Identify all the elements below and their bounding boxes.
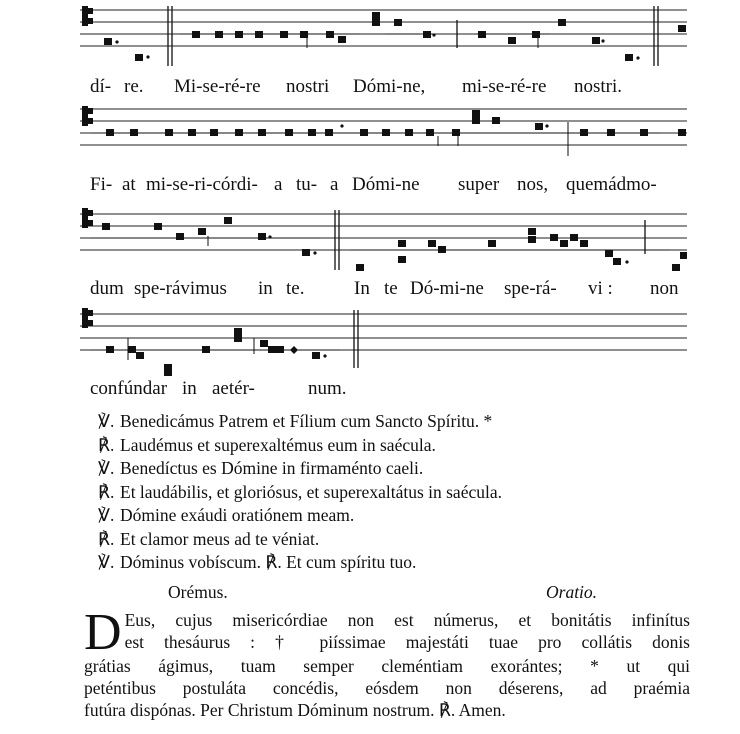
syllable: in [258, 278, 273, 299]
syllable: Dómi-ne, [353, 76, 426, 97]
response-symbol: ℟. [98, 434, 115, 455]
syllable: mi-se-ré-re [462, 76, 547, 97]
response-line [98, 434, 502, 458]
drop-cap: D [84, 604, 122, 661]
versicle-line [98, 457, 502, 481]
response-text: Et laudábilis, et gloriósus, et superexaltátus in saécula. [120, 481, 502, 502]
syllable: num. [308, 378, 347, 399]
syllable: quemádmo- [566, 174, 657, 195]
versicle-text: Dómine exáudi oratiónem meam. [120, 505, 355, 525]
syllable: Dó-mi-ne [410, 278, 484, 299]
syllable: Mi-se-ré-re [174, 76, 261, 97]
syllable: nostri [286, 76, 330, 97]
versicle-text: Benedicámus Patrem et Fílium cum Sancto Spíritu. * [120, 411, 493, 431]
chant-staff-3 [80, 200, 687, 276]
response-line [98, 528, 502, 552]
syllable: a [274, 174, 283, 195]
versicle-symbol: ℣. [98, 411, 115, 431]
c-clef-icon [82, 208, 93, 228]
prayer-line: grátias ágimus, tuam semper cleméntiam exorántes; * ut qui [84, 656, 690, 676]
response-line [98, 481, 502, 505]
versicle-symbol: ℣. [98, 505, 115, 525]
prayer-line: Eus, cujus misericórdiae non est númerus, et bonitátis infinítus [124, 610, 690, 630]
syllable: in [182, 378, 197, 399]
c-clef-icon [82, 308, 93, 328]
syllable: te [384, 278, 398, 299]
c-clef-icon [82, 6, 93, 26]
syllable: dum [90, 278, 124, 299]
syllable: te. [286, 278, 305, 299]
chant-staff-1 [80, 0, 687, 70]
syllable: at [122, 174, 136, 195]
syllable: mi-se-ri-córdi- [146, 174, 258, 195]
syllable: non [650, 278, 679, 299]
syllable: a [330, 174, 339, 195]
response-text: Et cum spíritu tuo. [286, 552, 417, 572]
versicle-text: Dóminus vobíscum. [120, 552, 261, 572]
syllable: spe-rá- [504, 278, 557, 299]
syllable: dí- [90, 76, 112, 97]
syllable: confúndar [90, 378, 168, 399]
chant-staff-2 [80, 104, 687, 166]
syllable: In [354, 278, 370, 299]
response-symbol: ℟. [98, 481, 115, 502]
response-text: Laudémus et superexaltémus eum in saécula. [120, 434, 436, 455]
syllable: tu- [296, 174, 318, 195]
response-symbol: ℟. [265, 552, 282, 572]
c-clef-icon [82, 106, 93, 126]
versicle-line [98, 410, 502, 434]
syllable: Dómi-ne [352, 174, 420, 195]
syllable: super [458, 174, 500, 195]
response-symbol: ℟. [98, 528, 115, 549]
prayer-line: futúra dispónas. Per Christum Dóminum nostrum. ℟. Amen. [84, 700, 506, 720]
syllable: aetér- [212, 378, 255, 399]
prayer-line: est thesáurus : † piíssimae majestáti tuae pro collátis donis [124, 632, 690, 652]
syllable: re. [124, 76, 144, 97]
versicle-line [98, 504, 502, 528]
versicle-symbol: ℣. [98, 458, 115, 478]
syllable: Fi- [90, 174, 113, 195]
versicle-symbol: ℣. [98, 552, 115, 572]
oratio-label: Oratio. [546, 582, 598, 602]
prayer-line: peténtibus postuláta concédis, eósdem non déserens, ad praémia [84, 678, 690, 698]
syllable: nos, [517, 174, 549, 195]
syllable: spe-rávimus [134, 278, 227, 299]
versicles-block [98, 410, 502, 575]
syllable: vi : [588, 278, 613, 299]
syllable: nostri. [574, 76, 623, 97]
versicle-line [98, 551, 502, 575]
collect-prayer [84, 604, 690, 721]
oremus-label: Orémus. [168, 582, 228, 602]
response-text: Et clamor meus ad te véniat. [120, 528, 320, 549]
chant-staff-4 [80, 306, 687, 376]
versicle-text: Benedíctus es Dómine in firmaménto caeli. [120, 458, 424, 478]
